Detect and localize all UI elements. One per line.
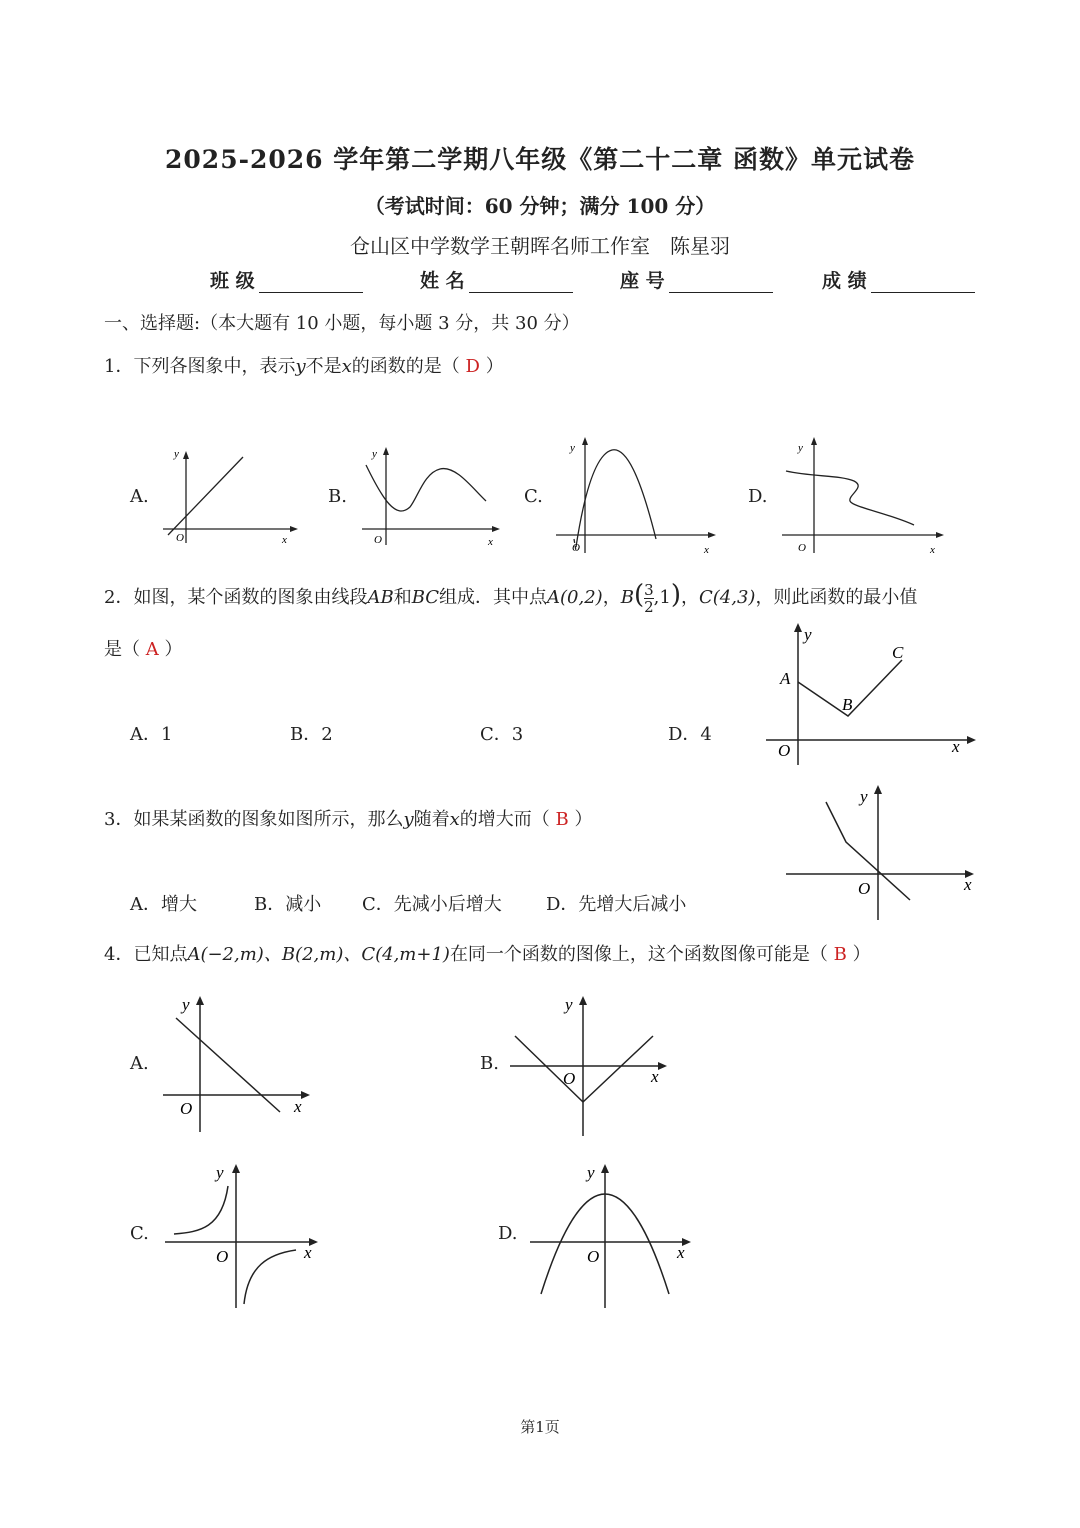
q2-point-c: C(4,3) (698, 587, 756, 608)
q2-graph-point-b: B (842, 695, 853, 714)
x-label: x (304, 1243, 312, 1262)
y-label: y (570, 442, 575, 454)
exam-subtitle: （考试时间：60 分钟；满分 100 分） (364, 194, 716, 218)
y-label: y (372, 448, 377, 460)
function-v-shape (515, 1036, 653, 1102)
field-name (420, 266, 573, 293)
field-score (822, 266, 975, 293)
x-label: x (930, 544, 935, 556)
q2-stem-line2 (104, 635, 182, 661)
q1-var-x: x (341, 356, 352, 377)
q2-option-b: B．2 (290, 724, 333, 745)
q4-graph-b (505, 990, 675, 1138)
origin-label: O (180, 1099, 193, 1118)
hyperbola-right-branch (244, 1250, 296, 1304)
q2-comma-1: ， (602, 587, 621, 608)
q4-points: A(−2,m)、B(2,m)、C(4,m+1) (187, 944, 450, 965)
q1-graph-a (158, 445, 303, 550)
origin-label: O (176, 532, 184, 544)
x-label: x (294, 1097, 302, 1116)
q2-fraction (644, 582, 654, 615)
q1-stem (104, 352, 504, 378)
q1-var-y: y (295, 356, 306, 377)
function-curve (786, 471, 914, 525)
q2-point-b-label: B (620, 587, 634, 608)
q3-option-b: B．减小 (254, 894, 322, 915)
q1-answer: D (465, 356, 480, 377)
q2-answer: A (145, 639, 159, 660)
q2-option-d: D．4 (668, 724, 712, 745)
q2-close: ） (164, 639, 183, 660)
field-name-label: 姓 名 (420, 270, 465, 292)
q4-option-b-label: B. (480, 1053, 499, 1074)
function-line (176, 1018, 280, 1112)
q4-prefix: 4．已知点 (104, 944, 188, 965)
q2-option-a: A．1 (130, 724, 173, 745)
q1-graph-b (358, 445, 503, 550)
field-score-label: 成 绩 (822, 270, 867, 292)
q2-stem: 2．如图，某个函数的图象由线段AB和BC组成．其中点A(0,2)，B( $\frac{3}{2}$ ,1)，C(4,3)，则此函数的最小值 (104, 580, 918, 616)
q3-suffix: 的增大而（ (459, 809, 550, 830)
y-label: y (216, 1163, 224, 1182)
q2-graph-x-label: x (952, 737, 960, 756)
q3-answer: B (555, 809, 569, 830)
q2-graph (760, 620, 982, 768)
y-label: y (587, 1163, 595, 1182)
origin-label: O (587, 1247, 600, 1266)
q4-option-d-label: D. (498, 1223, 518, 1244)
field-class-blank[interactable] (259, 272, 363, 293)
q2-graph-y-label: y (804, 625, 812, 644)
page-number: 第1页 (520, 1418, 560, 1436)
q3-stem (104, 805, 592, 831)
q3-mid: 随着 (413, 809, 450, 830)
function-line (168, 457, 243, 535)
q2-frac-den: 2 (644, 597, 654, 616)
origin-label: O (216, 1247, 229, 1266)
field-seat (620, 266, 773, 293)
q2-comma-2: ， (680, 587, 699, 608)
q4-option-c-label: C. (130, 1223, 149, 1244)
origin-label: O (798, 542, 806, 554)
q2-option-c: C．3 (480, 724, 524, 745)
q4-suffix: 在同一个函数的图像上，这个函数图像可能是（ (449, 944, 828, 965)
exam-title: 2025-2026 学年第二学期八年级《第二十二章 函数》单元试卷 (165, 145, 915, 174)
y-label: y (174, 448, 179, 460)
y-label: y (182, 995, 190, 1014)
q2-graph-point-a: A (780, 669, 791, 688)
q2-prefix: 2．如图，某个函数的图象由线段 (104, 587, 368, 608)
q2-suffix: ，则此函数的最小值 (755, 587, 918, 608)
q4-stem (104, 940, 871, 966)
q1-suffix: 的函数的是（ (351, 356, 460, 377)
x-label: x (488, 536, 493, 548)
q3-prefix: 3．如果某函数的图象如图所示，那么 (104, 809, 404, 830)
q3-close: ） (574, 809, 593, 830)
q4-close: ） (852, 944, 871, 965)
q2-point-a: A(0,2) (547, 587, 603, 608)
q4-option-a-label: A. (130, 1053, 149, 1074)
q2-seg1: AB (367, 587, 394, 608)
x-label: x (651, 1067, 659, 1086)
q3-graph-origin: O (858, 879, 871, 898)
q2-graph-origin: O (778, 741, 791, 760)
x-label: x (704, 544, 709, 556)
section-title: 一、选择题:（本大题有 10 小题，每小题 3 分，共 30 分） (104, 313, 580, 334)
q3-var-x: x (449, 809, 460, 830)
origin-label: O (374, 534, 382, 546)
y-label: y (565, 995, 573, 1014)
q1-graph-d (778, 435, 948, 557)
field-class-label: 班 级 (210, 270, 255, 292)
q3-option-d: D．先增大后减小 (546, 894, 687, 915)
origin-label: O (572, 542, 580, 554)
field-seat-label: 座 号 (620, 270, 665, 292)
function-curve (366, 465, 486, 511)
q2-point-b-y: ,1 (653, 587, 671, 608)
x-label: x (282, 534, 287, 546)
q2-frac-num: 3 (644, 580, 654, 599)
q2-graph-point-c: C (892, 643, 904, 662)
exam-author: 仓山区中学数学王朝晖名师工作室 陈星羽 (350, 234, 730, 258)
q4-graph-d (525, 1158, 700, 1310)
q3-option-c: C．先减小后增大 (362, 894, 502, 915)
q3-graph (780, 782, 980, 924)
q2-and: 和 (393, 587, 412, 608)
q2-mid: 组成．其中点 (439, 587, 548, 608)
field-score-blank[interactable] (871, 272, 975, 293)
q2-line2: 是（ (104, 639, 140, 660)
y-label: y (798, 442, 803, 454)
q1-close: ） (485, 356, 504, 377)
function-curve (576, 450, 656, 547)
q4-graph-a (158, 990, 318, 1135)
field-class (210, 266, 363, 293)
field-seat-blank[interactable] (669, 272, 773, 293)
q4-answer: B (833, 944, 847, 965)
q3-option-a: A．增大 (130, 894, 197, 915)
q1-option-b-label: B. (328, 486, 347, 507)
hyperbola-left-branch (174, 1186, 228, 1234)
q3-var-y: y (403, 809, 414, 830)
q1-prefix: 1．下列各图象中，表示 (104, 356, 296, 377)
x-label: x (677, 1243, 685, 1262)
q1-option-d-label: D. (748, 486, 768, 507)
origin-label: O (563, 1069, 576, 1088)
q1-graph-c (552, 435, 722, 557)
q3-graph-x-label: x (964, 875, 972, 894)
q1-option-c-label: C. (524, 486, 543, 507)
field-name-blank[interactable] (469, 272, 573, 293)
q2-seg2: BC (411, 587, 440, 608)
q4-graph-c (160, 1158, 330, 1310)
q3-graph-y-label: y (860, 787, 868, 806)
q1-mid: 不是 (305, 356, 342, 377)
q1-option-a-label: A. (130, 486, 149, 507)
